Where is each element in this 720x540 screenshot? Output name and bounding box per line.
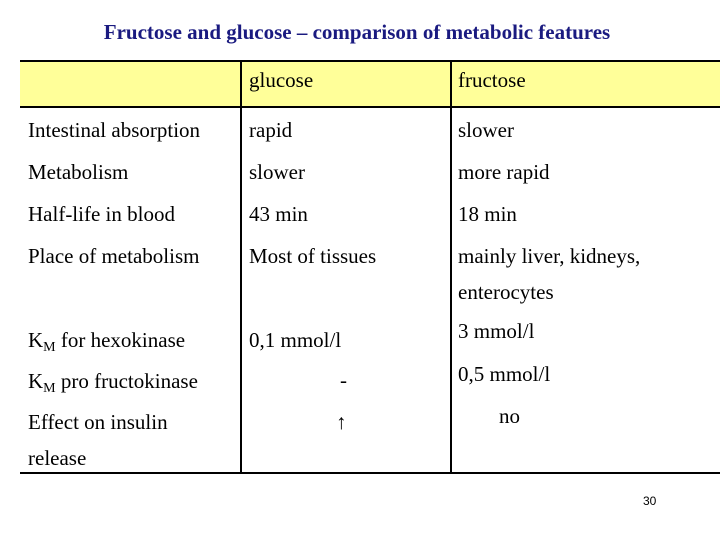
row-glucose: 0,1 mmol/l — [249, 328, 342, 352]
table-column-divider-1 — [240, 104, 242, 474]
row-feature: Effect on insulin release — [28, 410, 168, 470]
row-feature-text: pro fructokinase — [55, 369, 198, 393]
row-glucose: Most of tissues — [249, 244, 377, 268]
row-feature — [28, 363, 198, 407]
page-title: Fructose and glucose – comparison of metabolic features — [103, 20, 611, 44]
row-fructose: 18 min — [458, 202, 517, 226]
table-column-divider-2 — [450, 60, 452, 474]
row-feature: Intestinal absorption — [28, 118, 201, 142]
km-subscript: M — [43, 381, 56, 396]
row-glucose: 43 min — [249, 202, 308, 226]
row-feature: Half-life in blood — [28, 202, 175, 226]
page-number: 30 — [643, 494, 657, 508]
row-glucose: ↑ — [336, 410, 347, 434]
row-glucose: slower — [249, 160, 305, 184]
table-left-border — [240, 60, 242, 106]
row-fructose: 0,5 mmol/l — [458, 362, 551, 386]
row-feature: Metabolism — [28, 160, 129, 184]
row-glucose: - — [340, 368, 347, 392]
row-fructose: 3 mmol/l — [458, 319, 535, 343]
row-fructose: mainly liver, kidneys, enterocytes — [458, 244, 641, 304]
row-feature-text: for hexokinase — [55, 328, 186, 352]
header-fructose: fructose — [458, 68, 526, 92]
km-subscript: M — [43, 340, 56, 355]
table-header-band — [20, 60, 720, 108]
km-symbol: K — [28, 369, 44, 393]
row-glucose: rapid — [249, 118, 293, 142]
row-feature — [28, 322, 185, 366]
row-feature: Place of metabolism — [28, 244, 200, 268]
row-fructose: no — [499, 404, 520, 428]
row-fructose: slower — [458, 118, 514, 142]
km-symbol: K — [28, 328, 44, 352]
row-fructose: more rapid — [458, 160, 550, 184]
header-glucose: glucose — [249, 68, 314, 92]
